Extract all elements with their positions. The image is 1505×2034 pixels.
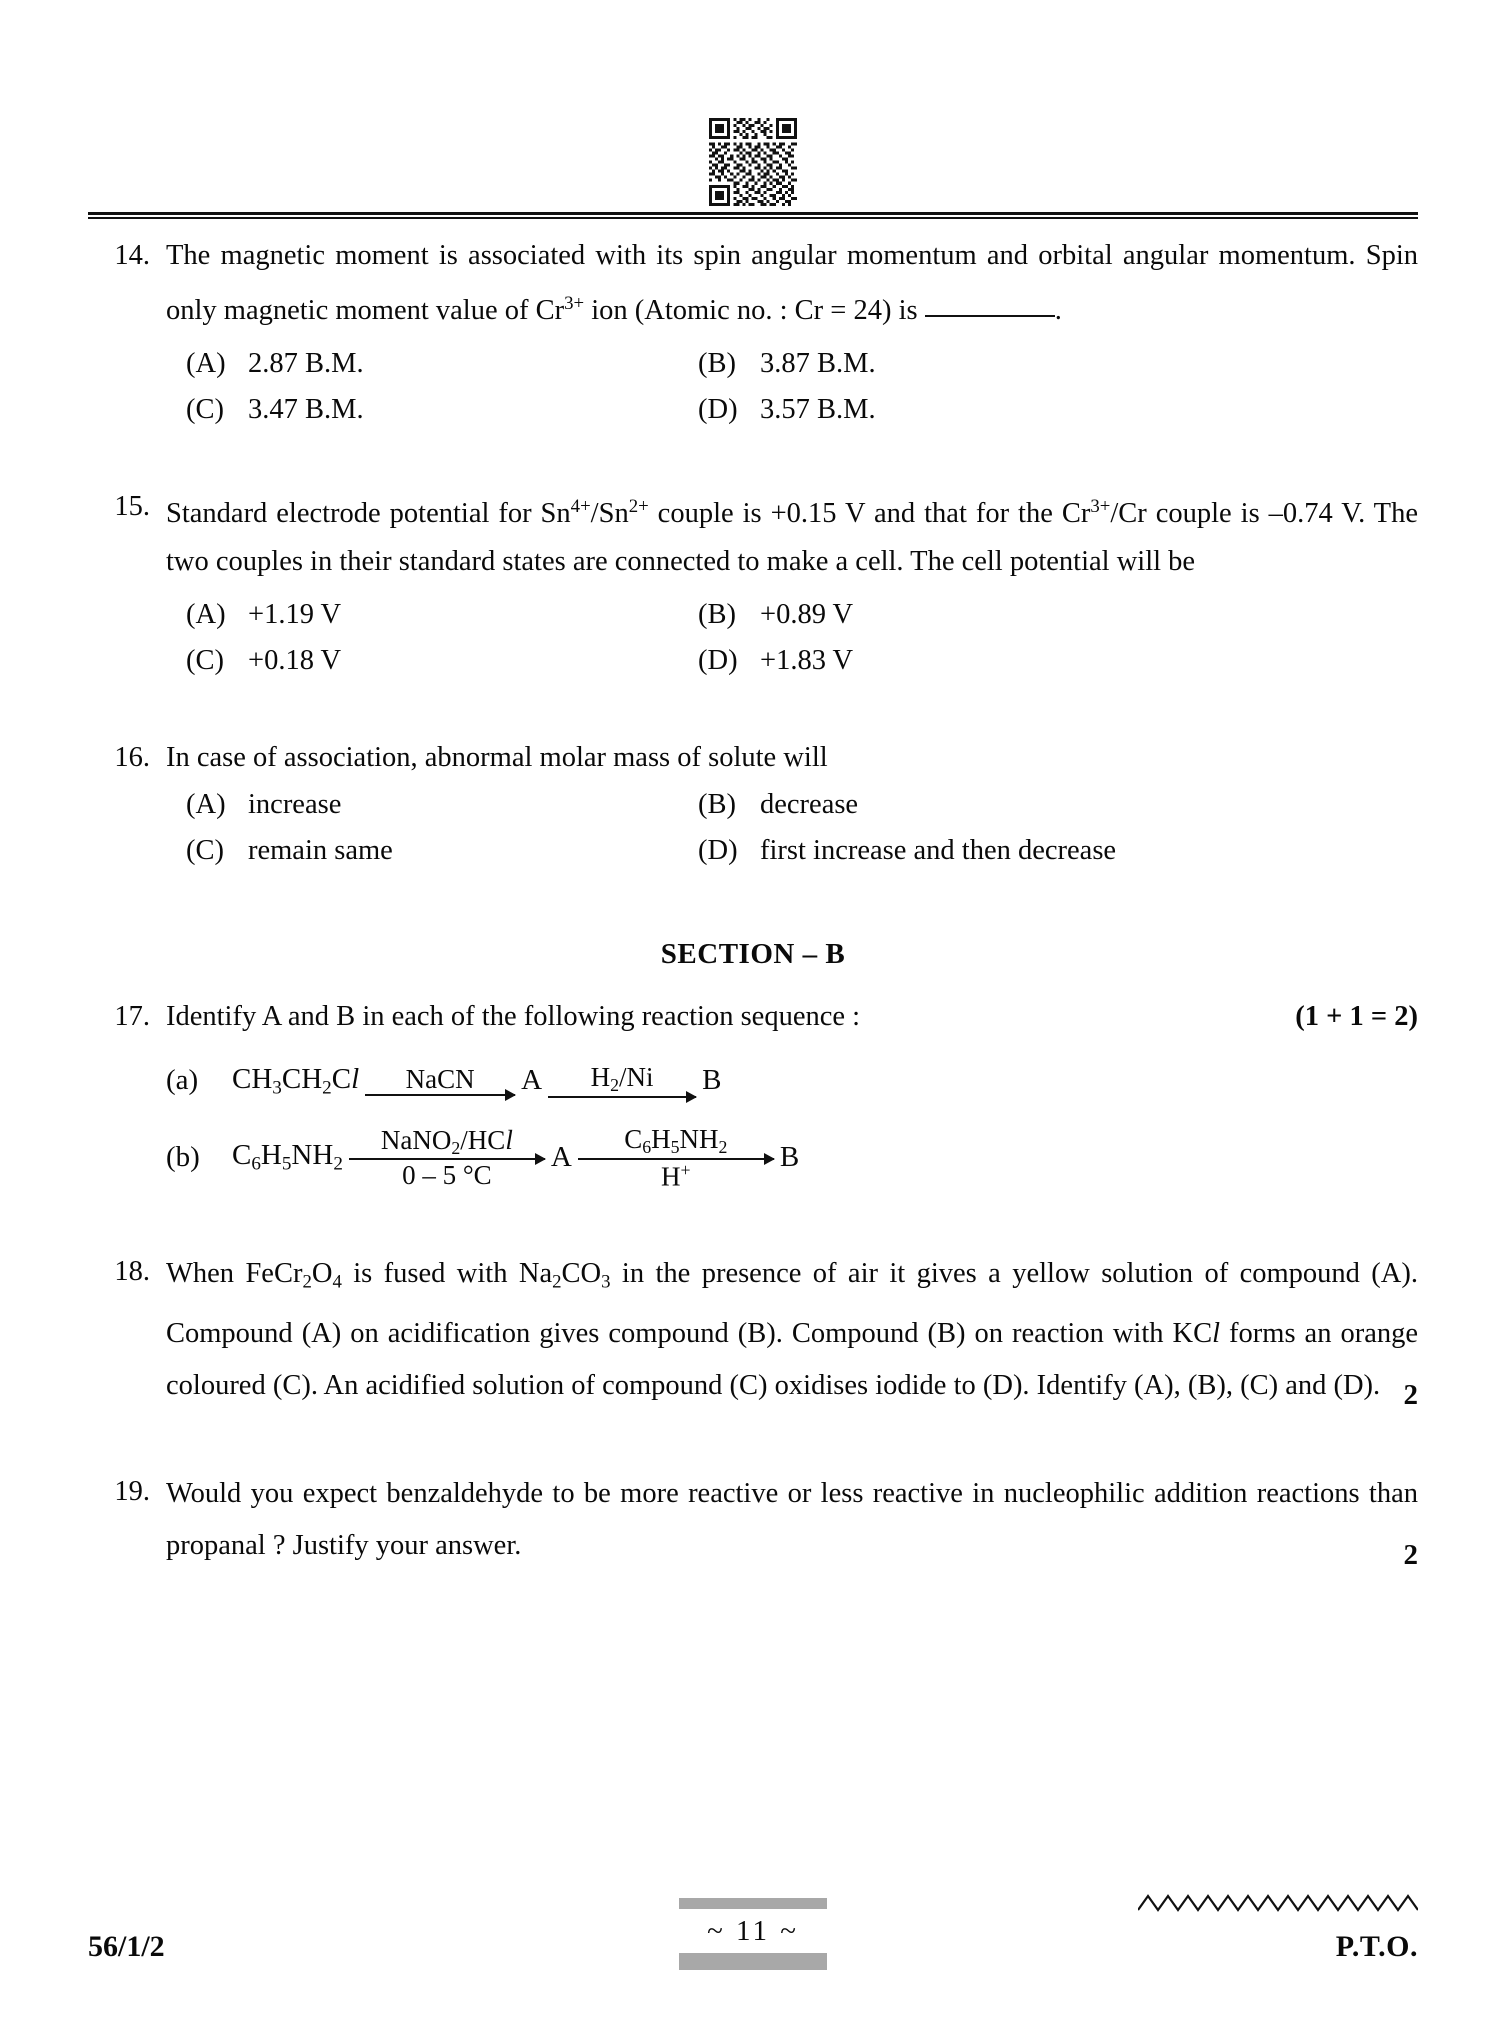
option-a[interactable] [166, 592, 676, 638]
ra-c: C [331, 1062, 352, 1095]
q18-part-2: O [311, 1258, 333, 1290]
q15-sup-3: 3+ [1090, 495, 1111, 517]
arrow-shaft [578, 1158, 774, 1160]
rb2-sub3: 2 [718, 1136, 728, 1157]
option-b-label: (B) [698, 347, 736, 379]
question-15 [88, 483, 1418, 684]
option-b-value: decrease [760, 788, 859, 820]
question-text [166, 1248, 1418, 1412]
option-b-value: +0.89 V [760, 598, 854, 630]
header-divider [88, 212, 1418, 219]
rb2-sub1: 6 [642, 1136, 652, 1157]
option-c-label: (C) [186, 393, 224, 425]
arrow-shaft [349, 1158, 545, 1160]
option-d-label: (D) [698, 644, 738, 676]
option-row [166, 592, 1418, 638]
question-list [88, 232, 1418, 1572]
rb1-sub: 2 [451, 1137, 461, 1158]
option-row [166, 341, 1418, 387]
question-16 [88, 734, 1418, 874]
qr-code-icon [709, 118, 797, 206]
reaction-b-reactant [230, 1139, 345, 1175]
reaction-b-arrow-2 [578, 1125, 774, 1190]
question-number: 19. [114, 1476, 150, 1508]
page-bar-top [679, 1898, 827, 1909]
q18-sub-4: 3 [601, 1271, 611, 1293]
option-d[interactable] [676, 387, 1418, 433]
q18-part-5: in the presence of air it gives a yellow solution of compound (A). Compound (A) on acidification gives compound (B). Compound (B) on reaction with KC [166, 1258, 1418, 1350]
question-text [166, 993, 1418, 1041]
q18-italic-l: l [1212, 1318, 1221, 1350]
option-c-value: remain same [248, 834, 393, 866]
arrow-shaft [548, 1096, 696, 1098]
rb2-c: C [624, 1123, 643, 1154]
question-number: 16. [114, 741, 150, 773]
option-c-label: (C) [186, 834, 224, 866]
reaction-b-reagent-2 [616, 1125, 735, 1158]
option-row [166, 387, 1418, 433]
reaction-a-reactant [230, 1063, 361, 1099]
q18-sub-2: 4 [332, 1271, 342, 1293]
question-17-marks: (1 + 1 = 2) [1295, 1000, 1418, 1032]
rb1-l: l [505, 1124, 513, 1155]
reaction-b-condition-2 [653, 1160, 699, 1191]
rb1-hc: /HC [460, 1124, 506, 1155]
option-a-value: 2.87 B.M. [248, 347, 364, 379]
page-number [679, 1909, 827, 1953]
option-d-label: (D) [698, 834, 738, 866]
option-b-value: 3.87 B.M. [760, 347, 876, 379]
ra-ch: CH [232, 1062, 273, 1095]
question-18-marks: 2 [1403, 1379, 1418, 1412]
ra2-sub: 2 [610, 1075, 620, 1096]
q15-sup-2: 2+ [628, 495, 649, 517]
option-b-label: (B) [698, 598, 736, 630]
option-d-value: first increase and then decrease [760, 834, 1117, 866]
option-row [166, 782, 1418, 828]
q18-sub-3: 2 [552, 1271, 562, 1293]
reaction-b-tag: (b) [166, 1141, 200, 1174]
option-b[interactable] [676, 592, 1418, 638]
rb2-nh: NH [679, 1123, 719, 1154]
question-15-options [166, 592, 1418, 684]
option-row [166, 638, 1418, 684]
ra2-ni: /Ni [619, 1062, 654, 1093]
arrow-shaft [365, 1094, 515, 1096]
question-14-options [166, 341, 1418, 433]
question-number: 17. [114, 1000, 150, 1032]
reaction-b-reagent-1 [373, 1126, 521, 1159]
rb-nh: NH [291, 1139, 334, 1172]
question-number: 15. [114, 490, 150, 522]
reaction-a-arrow-2 [548, 1063, 696, 1098]
question-19 [88, 1468, 1418, 1572]
rb1-nano: NaNO [380, 1124, 452, 1155]
rb-h: H [260, 1139, 282, 1172]
reaction-scheme-a [166, 1063, 1418, 1099]
reaction-b-arrow-1 [349, 1126, 545, 1190]
zigzag-decoration-icon [1138, 1892, 1418, 1914]
option-b[interactable] [676, 341, 1418, 387]
question-18 [88, 1248, 1418, 1412]
option-a[interactable] [166, 341, 676, 387]
question-16-options [166, 782, 1418, 874]
question-text [166, 232, 1418, 335]
option-c[interactable] [166, 387, 676, 433]
reaction-scheme-b [166, 1125, 1418, 1190]
option-d[interactable] [676, 828, 1418, 874]
option-a-value: increase [248, 788, 342, 820]
question-number: 14. [114, 240, 150, 271]
option-c-label: (C) [186, 644, 224, 676]
paper-code: 56/1/2 [88, 1930, 165, 1963]
q18-sub-1: 2 [302, 1271, 312, 1293]
option-c[interactable] [166, 828, 676, 874]
rb2-cond-h: H [661, 1160, 681, 1191]
option-a-value: +1.19 V [248, 598, 342, 630]
question-17-statement: Identify A and B in each of the following reaction sequence : [166, 1000, 861, 1032]
option-d[interactable] [676, 638, 1418, 684]
ra-sub2: 2 [322, 1076, 332, 1098]
reaction-a-intermediate: A [521, 1064, 543, 1097]
q18-part-6: forms an orange coloured (C). An acidified solution of compound (C) oxidises iodide to (D). Identify (A), (B), (C) and (D). [166, 1318, 1418, 1402]
reaction-a-arrow-1 [365, 1065, 515, 1096]
reaction-b-product: B [779, 1141, 800, 1174]
question-19-marks: 2 [1403, 1539, 1418, 1572]
question-14 [88, 232, 1418, 433]
rb2-cond-plus: + [680, 1159, 691, 1180]
page-marker-left: ~ [707, 1915, 726, 1947]
option-a-label: (A) [186, 598, 226, 630]
reaction-a-reagent-1: NaCN [405, 1064, 475, 1095]
option-row [166, 828, 1418, 874]
q14-part-2: ion (Atomic no. : Cr = 24) is [584, 294, 925, 326]
reaction-a-reagent-2 [583, 1063, 662, 1096]
page-number-box [679, 1898, 827, 1970]
option-c-value: +0.18 V [248, 644, 342, 676]
page-footer [88, 1890, 1418, 1970]
q18-part-3: is fused with Na [341, 1258, 553, 1290]
question-text: In case of association, abnormal molar mass of solute will [166, 741, 828, 773]
reaction-b-intermediate: A [550, 1141, 572, 1174]
rb-sub2: 5 [281, 1153, 292, 1175]
option-d-value: 3.57 B.M. [760, 393, 876, 425]
q15-part-1: Standard electrode potential for Sn [166, 497, 571, 529]
q15-part-4: /Cr couple is –0.74 V. The two couples in their standard states are connected to make a cell. The cell potential will be [166, 497, 1418, 577]
q18-part-4: CO [561, 1258, 602, 1290]
reaction-a-product: B [702, 1064, 722, 1097]
option-a-label: (A) [186, 347, 226, 379]
reaction-b-condition-1: 0 – 5 °C [402, 1160, 492, 1191]
page-number-value: 11 [736, 1915, 770, 1947]
q15-part-2: /Sn [590, 497, 629, 529]
ra-l: l [351, 1062, 360, 1095]
rb-sub3: 2 [333, 1153, 343, 1175]
rb2-h: H [651, 1123, 671, 1154]
option-b[interactable] [676, 782, 1418, 828]
q14-period: . [1054, 294, 1062, 326]
option-c[interactable] [166, 638, 676, 684]
question-17 [88, 993, 1418, 1041]
ra2-h: H [590, 1062, 611, 1093]
qr-code-container [0, 118, 1505, 206]
option-d-label: (D) [698, 393, 738, 425]
option-a-label: (A) [186, 788, 226, 820]
turn-over-label: P.T.O. [1335, 1930, 1418, 1963]
option-b-label: (B) [698, 788, 736, 820]
option-a[interactable] [166, 782, 676, 828]
option-c-value: 3.47 B.M. [248, 393, 364, 425]
page-marker-right: ~ [780, 1915, 799, 1947]
rb-sub1: 6 [251, 1153, 261, 1175]
q15-part-3: couple is +0.15 V and that for the Cr [648, 497, 1091, 529]
option-d-value: +1.83 V [760, 644, 854, 676]
question-text: Would you expect benzaldehyde to be more reactive or less reactive in nucleophilic addition reactions than propanal ? Justify your answer. [166, 1478, 1418, 1562]
rb2-sub2: 5 [670, 1136, 680, 1157]
rb-c: C [232, 1139, 252, 1172]
question-text [166, 483, 1418, 586]
page-bar-bottom [679, 1953, 827, 1970]
reaction-scheme-b-container [88, 1125, 1418, 1190]
ra-ch2: CH [281, 1062, 323, 1095]
q14-superscript: 3+ [564, 293, 585, 314]
reaction-a-tag: (a) [166, 1064, 199, 1097]
answer-blank[interactable] [925, 295, 1055, 317]
q18-part-1: When FeCr [166, 1258, 303, 1290]
q15-sup-1: 4+ [570, 495, 591, 517]
section-heading: SECTION – B [660, 937, 846, 970]
reaction-scheme-a-container [88, 1063, 1418, 1099]
ra-sub1: 3 [272, 1076, 282, 1098]
question-number: 18. [114, 1256, 150, 1288]
q14-part-1: The magnetic moment is associated with its spin angular momentum and orbital angular momentum. Spin only magnetic moment value of Cr [166, 240, 1418, 326]
